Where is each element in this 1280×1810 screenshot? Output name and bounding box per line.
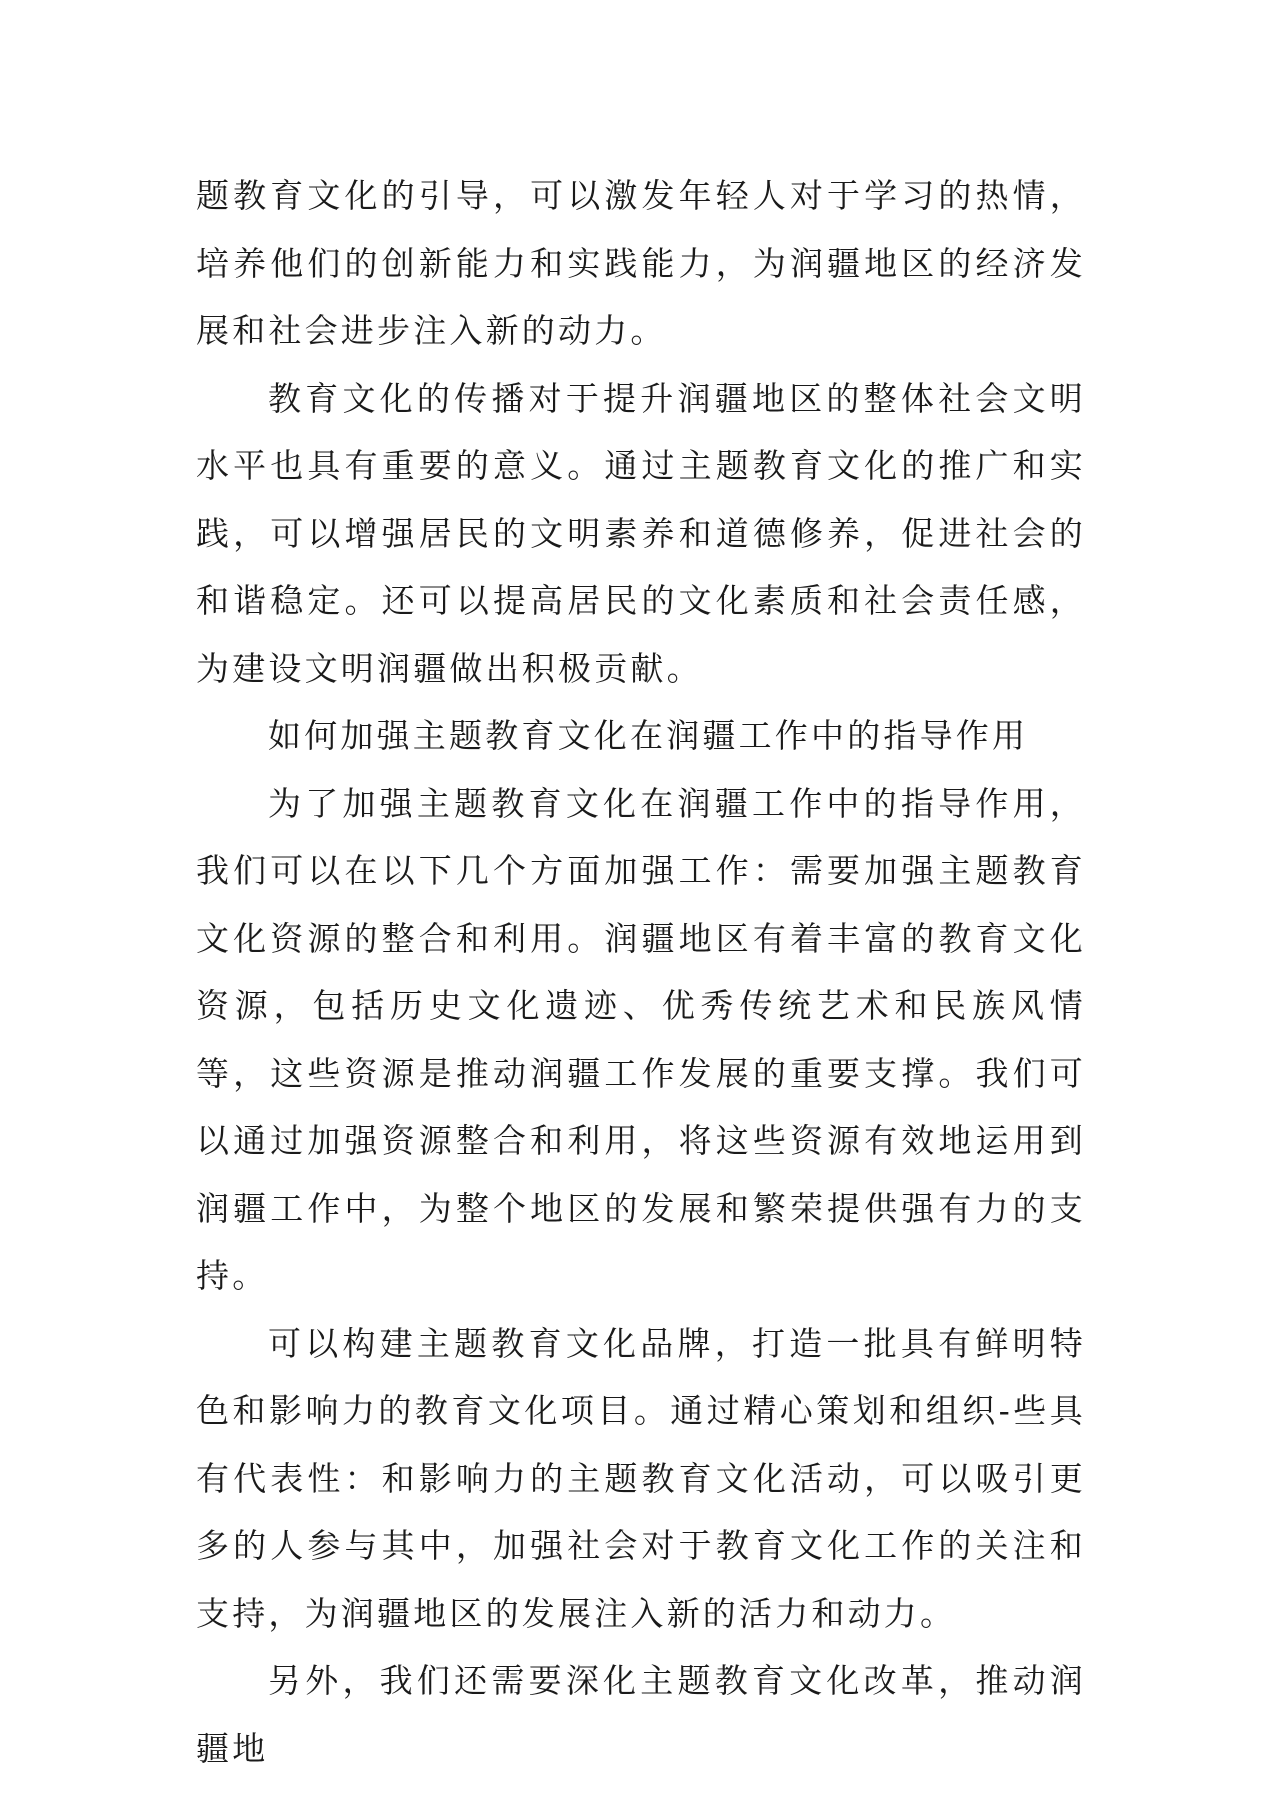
paragraph-resources: 为了加强主题教育文化在润疆工作中的指导作用，我们可以在以下几个方面加强工作：需要加强主题教育文化资源的整合和利用。润疆地区有着丰富的教育文化资源，包括历史文化遗迹、优秀传统艺术和民族风情等，这些资源是推动润疆工作发展的重要支撑。我们可以通过加强资源整合和利用，将这些资源有效地运用到润疆工作中，为整个地区的发展和繁荣提供强有力的支持。 (196, 783, 1086, 1295)
body-text (196, 162, 1086, 1782)
paragraph-reform: 另外，我们还需要深化主题教育文化改革，推动润疆地 (196, 1661, 1086, 1768)
section-heading: 如何加强主题教育文化在润疆工作中的指导作用 (268, 716, 1029, 755)
paragraph-brand: 可以构建主题教育文化品牌，打造一批具有鲜明特色和影响力的教育文化项目。通过精心策划和组织-些具有代表性：和影响力的主题教育文化活动，可以吸引更多的人参与其中，加强社会对于教育文化工作的关注和支持，为润疆地区的发展注入新的活力和动力。 (196, 1323, 1086, 1633)
paragraph-continuation: 题教育文化的引导，可以激发年轻人对于学习的热情，培养他们的创新能力和实践能力，为润疆地区的经济发展和社会进步注入新的动力。 (196, 176, 1086, 350)
paragraph-civilization: 教育文化的传播对于提升润疆地区的整体社会文明水平也具有重要的意义。通过主题教育文化的推广和实践，可以增强居民的文明素养和道德修养，促进社会的和谐稳定。还可以提高居民的文化素质和社会责任感，为建设文明润疆做出积极贡献。 (196, 378, 1086, 688)
